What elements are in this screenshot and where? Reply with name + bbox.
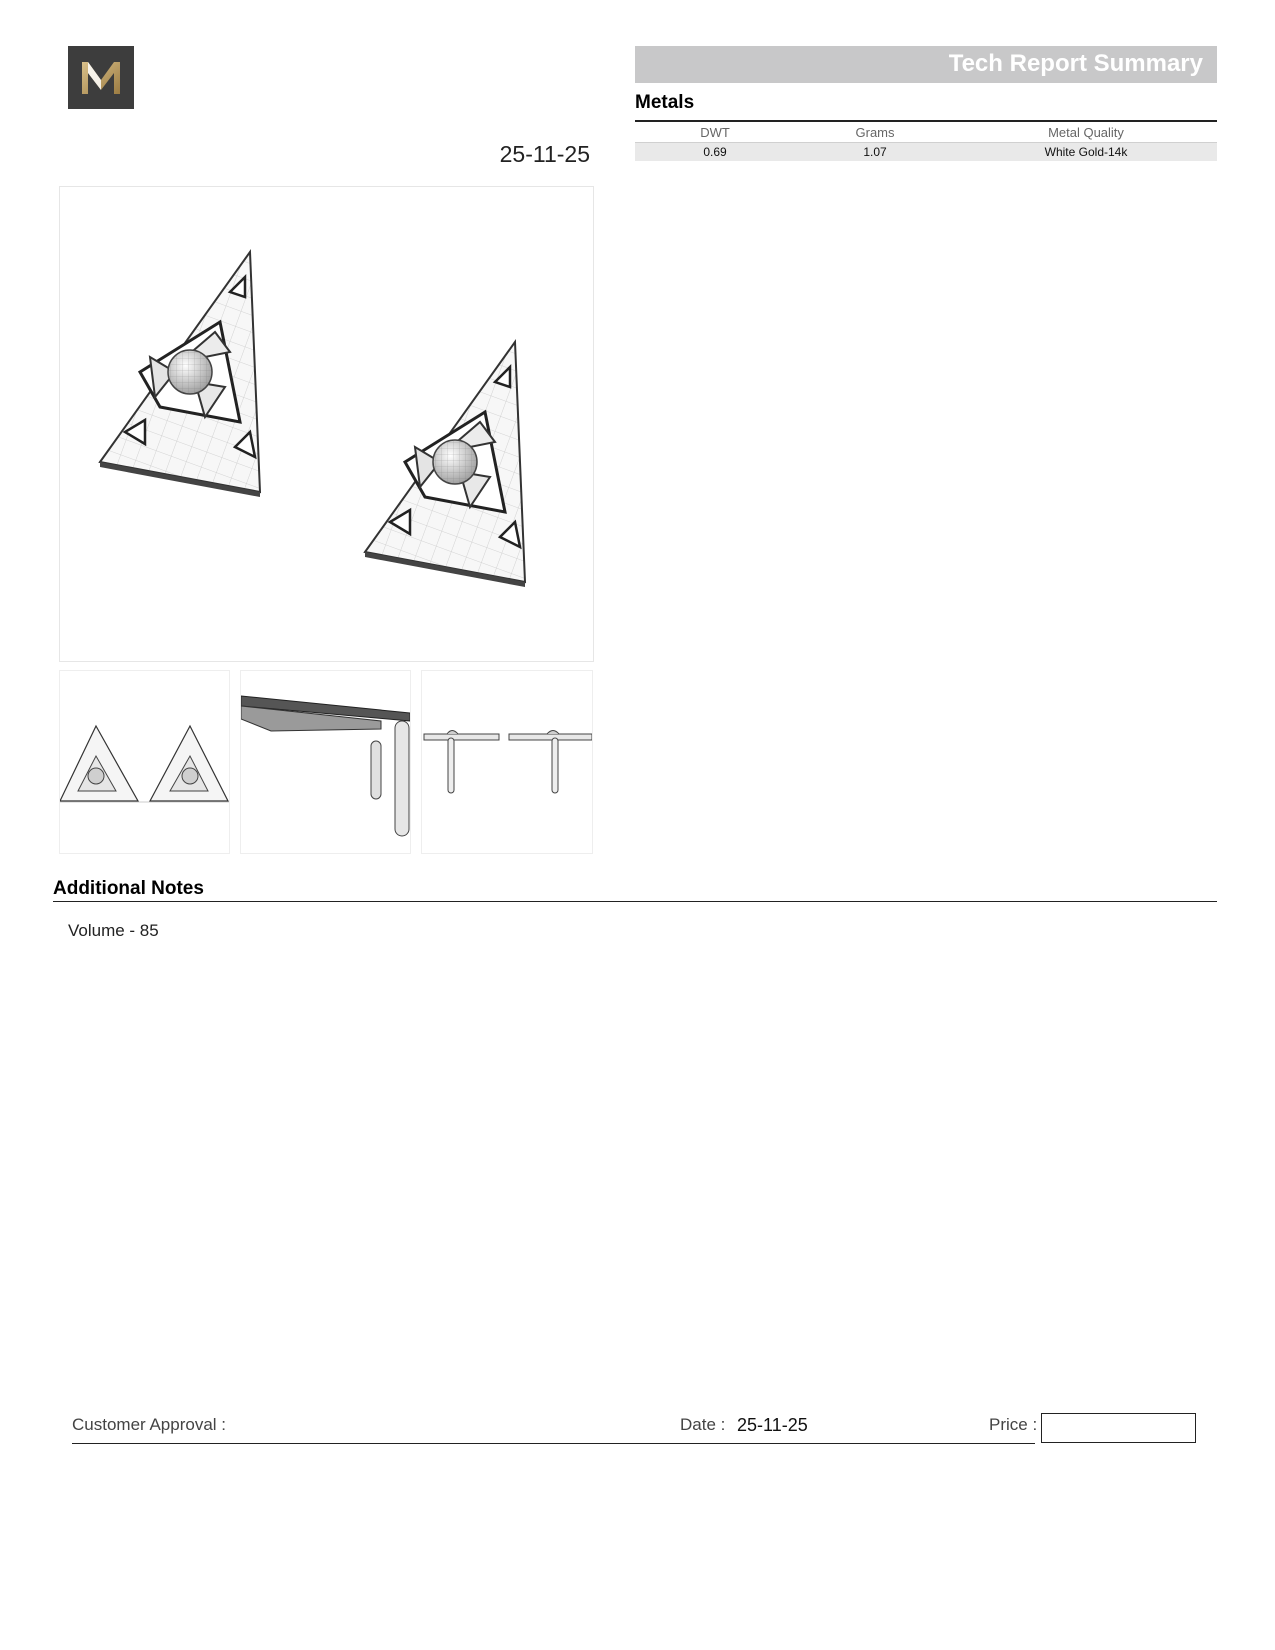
price-label: Price : — [989, 1415, 1038, 1434]
title-bar — [635, 46, 1217, 83]
company-logo — [68, 46, 134, 109]
report-date: 25-11-25 — [499, 141, 590, 167]
metals-dwt-value: 0.69 — [635, 143, 795, 162]
notes-divider — [53, 901, 1217, 902]
side-view-image — [422, 671, 592, 853]
metals-grams-value: 1.07 — [795, 143, 955, 162]
side-perspective-image — [241, 671, 410, 853]
thumbnail-side-perspective[interactable] — [240, 670, 411, 854]
notes-heading: Additional Notes — [53, 878, 204, 899]
report-title: Tech Report Summary — [948, 50, 1203, 77]
metals-col-grams: Grams — [795, 122, 955, 143]
main-render-view — [59, 186, 594, 662]
customer-approval-label: Customer Approval : — [72, 1415, 227, 1434]
earrings-render-image — [60, 187, 593, 661]
signature-line — [72, 1443, 1035, 1444]
thumbnail-front-view[interactable] — [59, 670, 230, 854]
metals-heading: Metals — [635, 92, 695, 113]
price-field[interactable] — [1041, 1413, 1196, 1443]
metals-table — [635, 122, 1217, 161]
table-row — [635, 143, 1217, 162]
notes-text: Volume - 85 — [68, 921, 159, 940]
metals-header-row — [635, 122, 1217, 143]
logo-m-icon — [68, 46, 134, 109]
footer-date-label: Date : — [680, 1415, 726, 1434]
thumbnail-side-view[interactable] — [421, 670, 593, 854]
front-view-image — [60, 671, 229, 853]
metals-col-dwt: DWT — [635, 122, 795, 143]
footer-date-value: 25-11-25 — [737, 1415, 808, 1435]
metals-col-quality: Metal Quality — [955, 122, 1217, 143]
metals-quality-value: White Gold-14k — [955, 143, 1217, 162]
